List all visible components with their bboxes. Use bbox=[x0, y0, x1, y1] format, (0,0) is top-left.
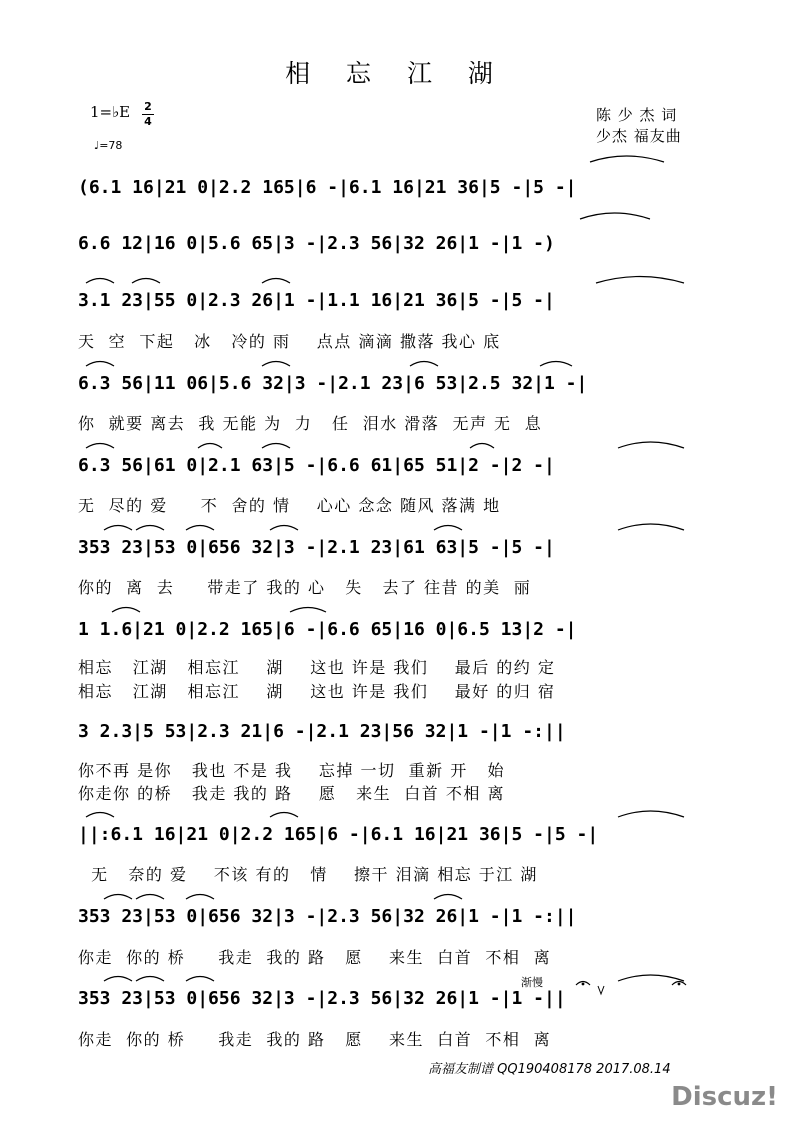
lyric-line-2: 你 就要 离去 我 无能 为 力 任 泪水 滑落 无声 无 息 bbox=[78, 414, 543, 433]
tempo-marking: ♩=78 bbox=[94, 139, 123, 152]
notation-row-7: 1 1.6|21 0|2.2 165|6 -|6.6 65|16 0|6.5 13|2 -| bbox=[78, 619, 577, 640]
notation-row-8: 3 2.3|5 53|2.3 21|6 -|2.1 23|56 32|1 -|1 -:|| bbox=[78, 721, 566, 742]
composer-credit: 少杰 福友曲 bbox=[596, 127, 682, 145]
notation-row-10: 353 23|53 0|656 32|3 -|2.3 56|32 26|1 -|1 -:|| bbox=[78, 906, 577, 927]
slur bbox=[590, 156, 664, 162]
site-watermark: Discuz! bbox=[671, 1082, 778, 1112]
lyric-line-3: 无 尽的 爱 不 舍的 情 心心 念念 随风 落满 地 bbox=[78, 496, 501, 515]
notation-row-11: 353 23|53 0|656 32|3 -|2.3 56|32 26|1 -|1 -|| bbox=[78, 988, 566, 1009]
time-signature-bottom: 4 bbox=[144, 115, 152, 128]
notation-row-4: 6.3 56|11 06|5.6 32|3 -|2.1 23|6 53|2.5 32|1 -| bbox=[78, 373, 588, 394]
ritardando-marking: 渐慢 bbox=[521, 976, 543, 989]
lyric-line-10: 你走 你的 桥 我走 我的 路 愿 来生 白首 不相 离 bbox=[78, 948, 552, 967]
notation-row-9: ||:6.1 16|21 0|2.2 165|6 -|6.1 16|21 36|5 -|5 -| bbox=[78, 824, 599, 845]
notation-row-3: 3.1 23|55 0|2.3 26|1 -|1.1 16|21 36|5 -|5 -| bbox=[78, 290, 555, 311]
key-signature: 1=♭E bbox=[90, 103, 131, 121]
song-title: 相 忘 江 湖 bbox=[285, 59, 507, 88]
lyric-line-5: 相忘 江湖 相忘江 湖 这也 许是 我们 最后 的约 定 bbox=[78, 658, 556, 677]
time-signature bbox=[142, 101, 154, 128]
lyricist-credit: 陈 少 杰 词 bbox=[596, 106, 678, 124]
lyric-line-8: 你走你 的桥 我走 我的 路 愿 来生 白首 不相 离 bbox=[78, 784, 505, 803]
lyric-line-6: 相忘 江湖 相忘江 湖 这也 许是 我们 最好 的归 宿 bbox=[78, 682, 556, 701]
notation-row-6: 353 23|53 0|656 32|3 -|2.1 23|61 63|5 -|5 -| bbox=[78, 537, 555, 558]
notation-row-1: (6.1 16|21 0|2.2 165|6 -|6.1 16|21 36|5 -|5 -| bbox=[78, 177, 577, 198]
transcriber-credit: 高福友制谱 QQ190408178 2017.08.14 bbox=[428, 1062, 671, 1077]
lyric-line-11: 你走 你的 桥 我走 我的 路 愿 来生 白首 不相 离 bbox=[78, 1030, 552, 1049]
time-signature-top: 2 bbox=[144, 100, 152, 113]
notation-row-2: 6.6 12|16 0|5.6 65|3 -|2.3 56|32 26|1 -|1 -) bbox=[78, 233, 555, 254]
notation-row-5: 6.3 56|61 0|2.1 63|5 -|6.6 61|65 51|2 -|2 -| bbox=[78, 455, 555, 476]
lyric-line-4: 你的 离 去 带走了 我的 心 失 去了 往昔 的美 丽 bbox=[78, 578, 532, 597]
lyric-line-1: 天 空 下起 冰 冷的 雨 点点 滴滴 撒落 我心 底 bbox=[78, 332, 501, 351]
lyric-line-7: 你不再 是你 我也 不是 我 忘掉 一切 重新 开 始 bbox=[78, 761, 505, 780]
lyric-line-9: 无 奈的 爱 不该 有的 情 擦干 泪滴 相忘 于江 湖 bbox=[78, 865, 538, 884]
slur bbox=[580, 213, 650, 219]
